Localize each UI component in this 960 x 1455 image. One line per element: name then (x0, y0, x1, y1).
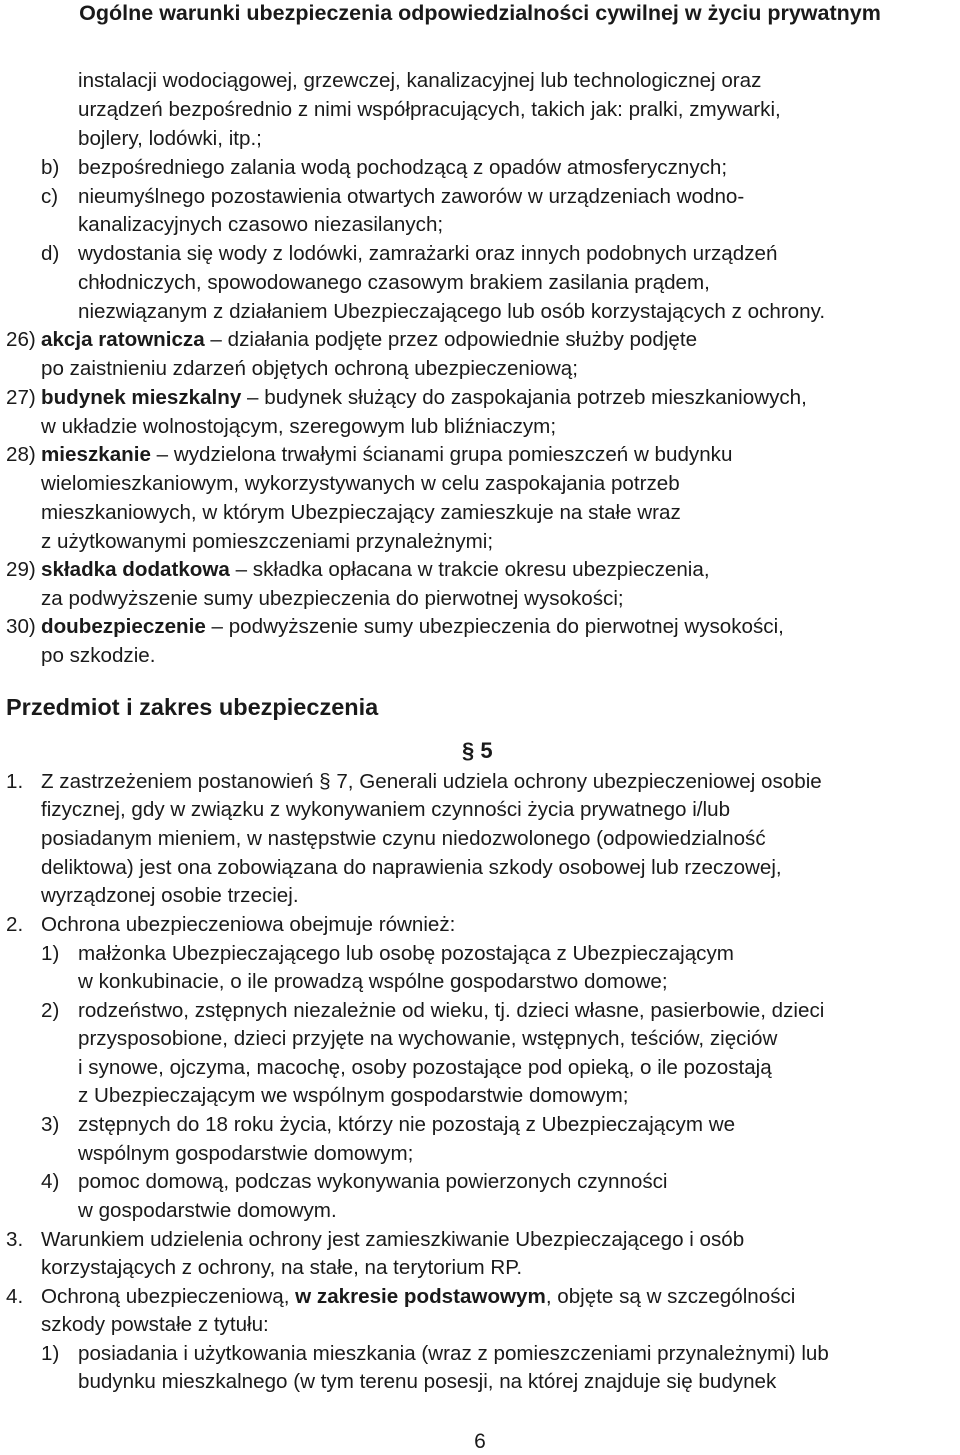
text-line: budynku mieszkalnego (w tym terenu posesji, na której znajduje się budynek (78, 1370, 777, 1393)
definition-text: budynek służący do zaspokajania potrzeb mieszkaniowych, (264, 386, 807, 409)
text-line: w układzie wolnostojącym, szeregowym lub bliźniaczym; (41, 415, 557, 438)
definition-text: wydzielona trwałymi ścianami grupa pomieszczeń w budynku (173, 443, 733, 466)
definition-dash: – (235, 558, 248, 581)
emphasis-text: w zakresie podstawowym (295, 1285, 546, 1308)
text-line: korzystających z ochrony, na stałe, na terytorium RP. (41, 1256, 523, 1279)
definition-term: doubezpieczenie (41, 615, 206, 638)
clause-text: Ochroną ubezpieczeniową, (41, 1285, 290, 1308)
definition-line (41, 326, 697, 354)
list-marker: 4) (41, 1170, 60, 1193)
text-line: chłodniczych, spowodowanego czasowym brakiem zasilania prądem, (78, 271, 710, 294)
text-line: i synowe, ojczyma, macochę, osoby pozostające pod opieką, o ile pozostają (78, 1056, 772, 1079)
definition-text: działania podjęte przez odpowiednie służby podjęte (227, 328, 698, 351)
clause-first-line (41, 1283, 795, 1311)
text-line: z Ubezpieczającym we wspólnym gospodarstwie domowym; (78, 1084, 629, 1107)
text-line: bojlery, lodówki, itp.; (78, 127, 262, 150)
text-line: szkody powstałe z tytułu: (41, 1313, 269, 1336)
clause-number: 4. (6, 1285, 24, 1308)
list-marker: 1) (41, 1342, 60, 1365)
definition-number: 30) (6, 615, 36, 638)
section-heading: Przedmiot i zakres ubezpieczenia (6, 694, 379, 720)
text-line: posiadania i użytkowania mieszkania (wraz z pomieszczeniami przynależnymi) lub (78, 1342, 829, 1365)
page-number: 6 (474, 1430, 486, 1453)
text-line: przysposobione, dzieci przyjęte na wychowanie, wstępnych, teściów, zięciów (78, 1027, 778, 1050)
text-line: kanalizacyjnych czasowo niezasilanych; (78, 213, 444, 236)
list-marker: b) (41, 156, 60, 179)
clause-text: , objęte są w szczególności (545, 1285, 796, 1308)
text-line: mieszkaniowych, w którym Ubezpieczający zamieszkuje na stałe wraz (41, 501, 681, 524)
text-line: za podwyższenie sumy ubezpieczenia do pierwotnej wysokości; (41, 587, 624, 610)
clause-number: 3. (6, 1228, 24, 1251)
definition-line (41, 613, 784, 641)
list-marker: 1) (41, 942, 60, 965)
text-line: niezwiązanym z działaniem Ubezpieczającego lub osób korzystających z ochrony. (78, 300, 826, 323)
text-line: wyrządzonej osobie trzeciej. (41, 884, 299, 907)
definition-term: mieszkanie (41, 443, 151, 466)
text-line: wspólnym gospodarstwie domowym; (78, 1142, 414, 1165)
definition-line (41, 556, 710, 584)
definition-term: składka dodatkowa (41, 558, 230, 581)
text-line: bezpośredniego zalania wodą pochodzącą z opadów atmosferycznych; (78, 156, 728, 179)
text-line: zstępnych do 18 roku życia, którzy nie pozostają z Ubezpieczającym we (78, 1113, 736, 1136)
definition-term: akcja ratownicza (41, 328, 205, 351)
text-line: wielomieszkaniowym, wykorzystywanych w celu zaspokajania potrzeb (41, 472, 680, 495)
definition-dash: – (210, 328, 222, 351)
text-line: instalacji wodociągowej, grzewczej, kanalizacyjnej lub technologicznej oraz (78, 69, 762, 92)
definition-number: 27) (6, 386, 36, 409)
text-line: rodzeństwo, zstępnych niezależnie od wieku, tj. dzieci własne, pasierbowie, dzieci (78, 999, 825, 1022)
list-marker: 2) (41, 999, 60, 1022)
clause-number: 1. (6, 770, 24, 793)
definition-line (41, 441, 732, 469)
definition-dash: – (156, 443, 169, 466)
text-line: urządzeń bezpośrednio z nimi współpracujących, takich jak: pralki, zmywarki, (78, 98, 781, 121)
definition-number: 28) (6, 443, 36, 466)
definition-text: podwyższenie sumy ubezpieczenia do pierwotnej wysokości, (228, 615, 784, 638)
definition-number: 26) (6, 328, 36, 351)
definition-term: budynek mieszkalny (41, 386, 242, 409)
text-line: małżonka Ubezpieczającego lub osobę pozostająca z Ubezpieczającym (78, 942, 734, 965)
list-marker: c) (41, 185, 59, 208)
text-line: w gospodarstwie domowym. (78, 1199, 337, 1222)
text-line: w konkubinacie, o ile prowadzą wspólne gospodarstwo domowe; (78, 970, 668, 993)
clause-number: 2. (6, 913, 24, 936)
text-line: Z zastrzeżeniem postanowień § 7, Generali udziela ochrony ubezpieczeniowej osobie (41, 770, 822, 793)
text-line: deliktowa) jest ona zobowiązana do naprawienia szkody osobowej lub rzeczowej, (41, 856, 782, 879)
text-line: nieumyślnego pozostawienia otwartych zaworów w urządzeniach wodno- (78, 185, 745, 208)
definition-dash: – (211, 615, 223, 638)
text-line: Ochrona ubezpieczeniowa obejmuje również: (41, 913, 456, 936)
list-marker: d) (41, 242, 60, 265)
definition-line (41, 384, 807, 412)
text-line: po zaistnieniu zdarzeń objętych ochroną ubezpieczeniową; (41, 357, 578, 380)
text-line: wydostania się wody z lodówki, zamrażarki oraz innych podobnych urządzeń (78, 242, 778, 265)
text-line: z użytkowanymi pomieszczeniami przynależnymi; (41, 530, 494, 553)
definition-dash: – (247, 386, 259, 409)
text-line: posiadanym mieniem, w następstwie czynu niedozwolonego (odpowiedzialność (41, 827, 766, 850)
paragraph-mark: § 5 (462, 738, 493, 763)
text-line: pomoc domową, podczas wykonywania powierzonych czynności (78, 1170, 668, 1193)
definition-text: składka opłacana w trakcie okresu ubezpieczenia, (252, 558, 710, 581)
text-line: Warunkiem udzielenia ochrony jest zamieszkiwanie Ubezpieczającego i osób (41, 1228, 745, 1251)
running-title: Ogólne warunki ubezpieczenia odpowiedzialności cywilnej w życiu prywatnym (79, 1, 881, 25)
text-line: fizycznej, gdy w związku z wykonywaniem czynności życia prywatnego i/lub (41, 798, 731, 821)
definition-number: 29) (6, 558, 36, 581)
list-marker: 3) (41, 1113, 60, 1136)
text-line: po szkodzie. (41, 644, 156, 667)
